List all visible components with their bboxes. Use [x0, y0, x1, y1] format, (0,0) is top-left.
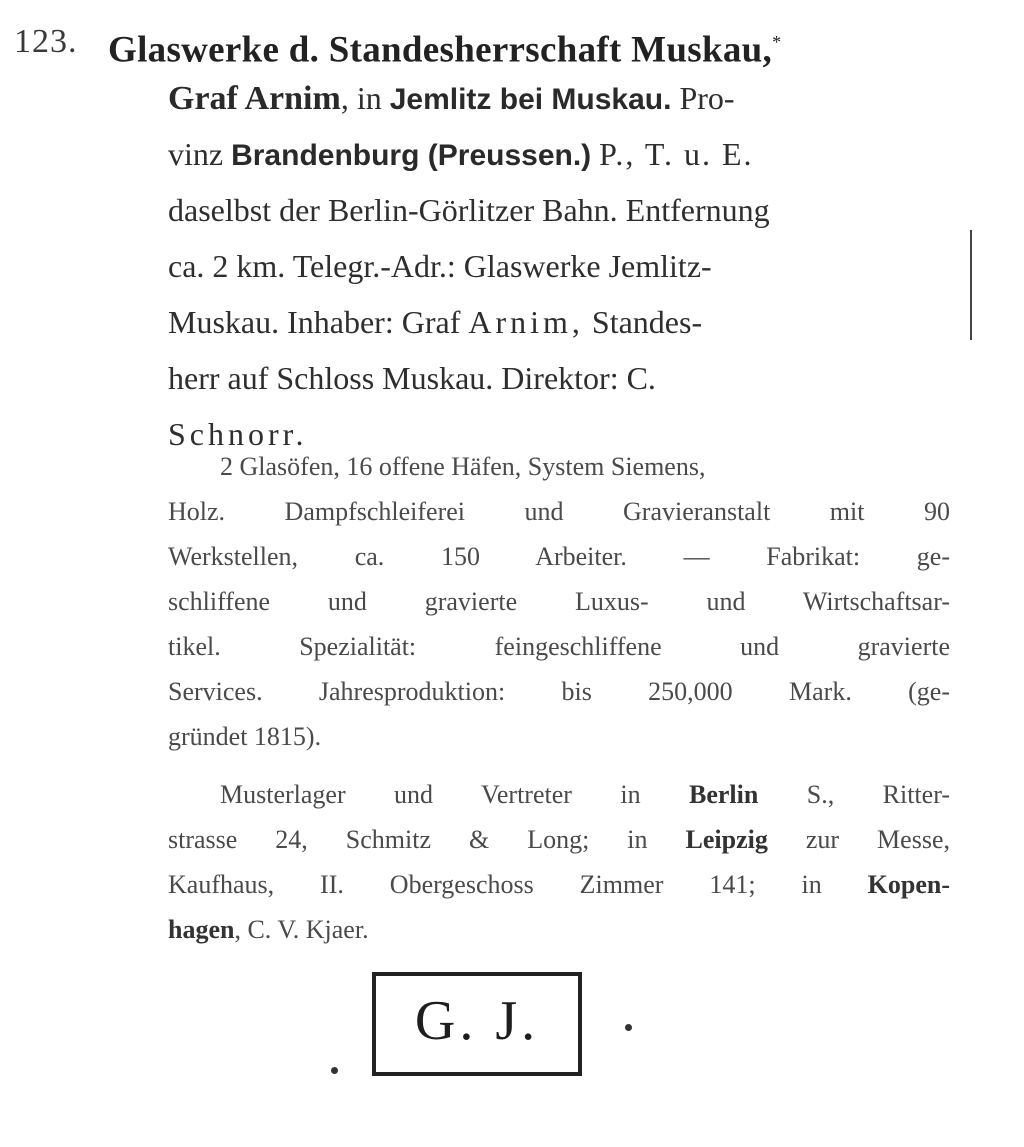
- trademark-text: G. J.: [414, 990, 540, 1052]
- entry-text: ca. 2 km.: [168, 248, 286, 284]
- para-text: 2 Glasöfen, 16 offene Häfen, System Siemens,: [220, 452, 706, 481]
- trademark-dot-right: [625, 1024, 632, 1031]
- para-text: Musterlager und Vertreter in: [220, 780, 689, 809]
- owner-name: Graf Arnim: [168, 80, 341, 117]
- entry-text: herr: [168, 360, 220, 396]
- entry-line-4: [168, 182, 948, 238]
- company-name-line: [108, 14, 781, 78]
- para1-line-7: [168, 714, 950, 759]
- para-text: S., Ritter-: [758, 780, 950, 809]
- director-name: Schnorr.: [168, 416, 308, 452]
- margin-rule: [970, 230, 972, 340]
- entry-text: Pro-: [679, 80, 735, 116]
- para2-line-1: [168, 772, 950, 817]
- trademark-box: [372, 972, 582, 1076]
- entry-text: Schloss: [276, 360, 375, 396]
- entry-text: Telegr.-Adr.: Glaswerke Jemlitz-: [292, 248, 712, 284]
- para1-line-1: [168, 444, 950, 489]
- entry-text: auf: [227, 360, 269, 396]
- para1-line-3: [168, 534, 950, 579]
- para2-line-2: [168, 817, 950, 862]
- paragraph-sales: [168, 772, 950, 952]
- entry-body: [168, 70, 948, 462]
- entry-text: Muskau.: [382, 360, 494, 396]
- entry-text: Inhaber: Graf: [287, 304, 461, 340]
- city-copenhagen: Kopen-: [867, 870, 950, 899]
- para-text: tikel. Spezialität: feingeschliffene und gravierte: [168, 632, 950, 661]
- para-text: Holz. Dampfschleiferei und Gravieranstalt mit 90: [168, 497, 950, 526]
- para2-line-4: [168, 907, 950, 952]
- entry-line-6: [168, 294, 948, 350]
- entry-text: , in: [340, 80, 390, 116]
- trademark-stamp: [372, 972, 582, 1076]
- para-text: gründet 1815).: [168, 722, 322, 751]
- para-text: , C. V. Kjaer.: [234, 915, 369, 944]
- city-leipzig: Leipzig: [685, 825, 768, 854]
- entry-text: Direktor:: [501, 360, 619, 396]
- entry-line-3: [168, 126, 948, 182]
- para-text: strasse 24, Schmitz & Long; in: [168, 825, 686, 854]
- owner-name-spaced: Arnim,: [468, 304, 584, 340]
- entry-text: C.: [626, 360, 656, 396]
- para-text: zur Messe,: [767, 825, 950, 854]
- para1-line-4: [168, 579, 950, 624]
- para1-line-5: [168, 624, 950, 669]
- para-text: Werkstellen, ca. 150 Arbeiter. — Fabrikat: ge-: [168, 542, 950, 571]
- trademark-dot-left: [331, 1067, 338, 1074]
- entry-text: daselbst der Berlin-Görlitzer Bahn.: [168, 192, 618, 228]
- para1-line-6: [168, 669, 950, 714]
- para-text: Services. Jahresproduktion: bis 250,000 Mark. (ge-: [168, 677, 950, 706]
- city-berlin: Berlin: [689, 780, 759, 809]
- entry-line-2: [168, 70, 948, 126]
- entry-text: Standes-: [591, 304, 703, 340]
- entry-line-7: [168, 350, 948, 406]
- entry-number: 123.: [14, 23, 78, 60]
- province: Brandenburg (Preussen.): [231, 139, 592, 172]
- para2-line-3: [168, 862, 950, 907]
- paragraph-production: [168, 444, 950, 759]
- entry-text: vinz: [168, 136, 232, 172]
- entry-text: P., T. u. E.: [599, 136, 754, 172]
- footnote-mark: *: [772, 32, 782, 52]
- para-text: schliffene und gravierte Luxus- und Wirtschaftsar-: [168, 587, 950, 616]
- location: Jemlitz bei Muskau.: [389, 83, 672, 116]
- para-text: Kaufhaus, II. Obergeschoss Zimmer 141; in: [168, 870, 868, 899]
- entry-text: Entfernung: [625, 192, 770, 228]
- para1-line-2: [168, 489, 950, 534]
- company-name: Glaswerke d. Standesherrschaft Muskau,: [108, 29, 773, 71]
- city-copenhagen-cont: hagen: [168, 915, 235, 944]
- entry-line-5: [168, 238, 948, 294]
- entry-text: Muskau.: [168, 304, 280, 340]
